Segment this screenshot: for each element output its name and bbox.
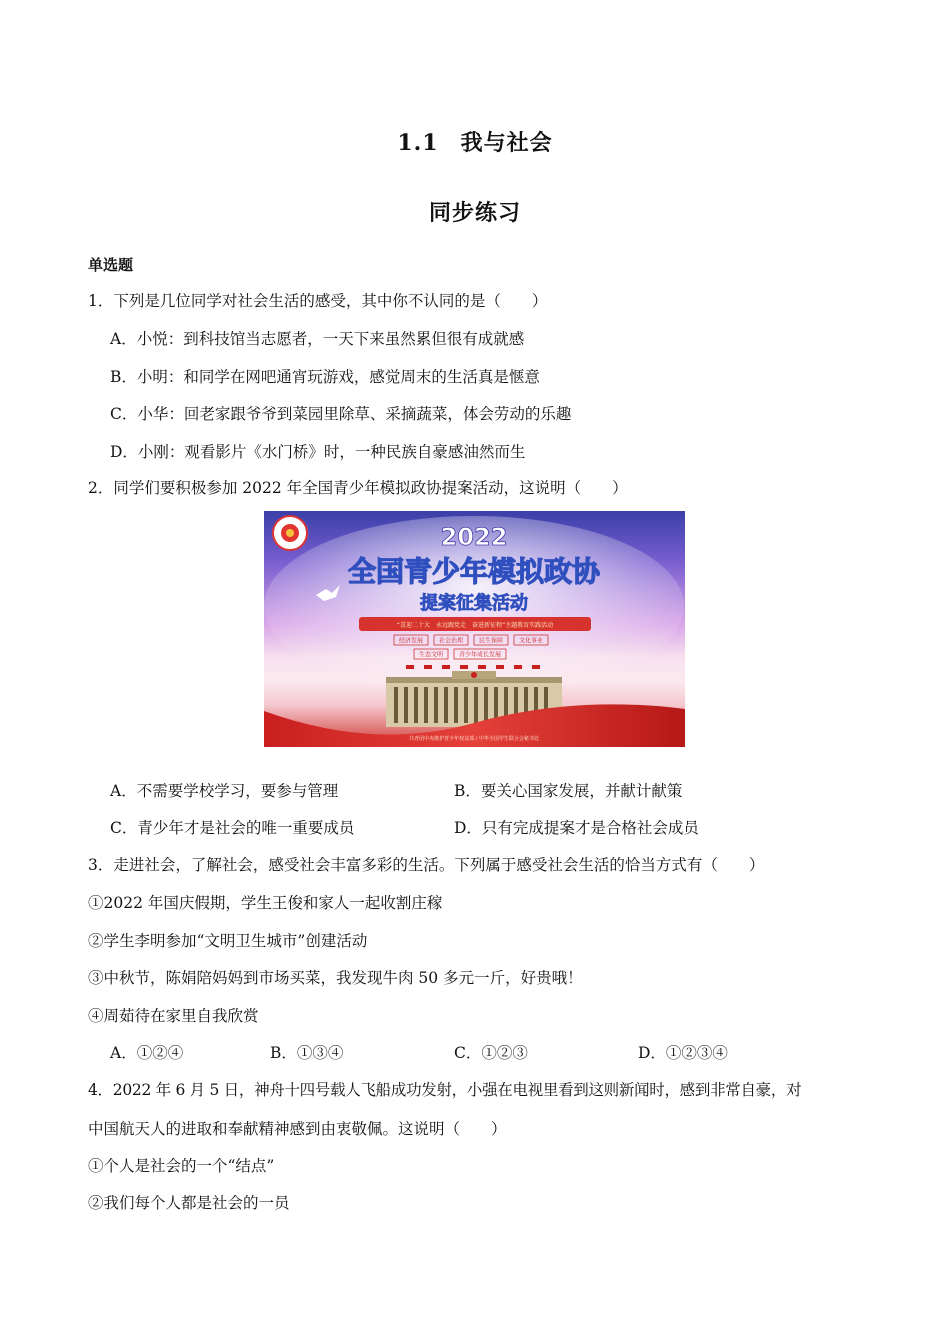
question-4-item-1: ①个人是社会的一个“结点” — [88, 1157, 275, 1175]
banner-tag: 经济发展 — [398, 637, 424, 645]
banner-tag: 社会治理 — [438, 637, 464, 645]
banner-tag: 生态文明 — [418, 651, 444, 659]
question-3-option-a: A．①②④ — [110, 1044, 184, 1062]
question-3-option-b: B．①③④ — [270, 1044, 344, 1062]
question-1-option-d: D．小刚：观看影片《水门桥》时，一种民族自豪感油然而生 — [110, 443, 526, 461]
event-banner-image — [264, 511, 685, 747]
banner-tag: 文化事业 — [518, 637, 544, 645]
question-3-option-d: D．①②③④ — [638, 1044, 728, 1062]
title-number: 1.1 — [397, 130, 439, 156]
question-2-option-d: D．只有完成提案才是合格社会成员 — [454, 819, 699, 837]
question-1-stem: 1．下列是几位同学对社会生活的感受，其中你不认同的是（ ） — [88, 292, 548, 310]
page-subtitle: 同步练习 — [428, 200, 521, 226]
question-4-item-2: ②我们每个人都是社会的一员 — [88, 1194, 290, 1212]
question-3-stem: 3．走进社会，了解社会，感受社会丰富多彩的生活。下列属于感受社会生活的恰当方式有（ ） — [88, 856, 765, 874]
banner-headline: 全国青少年模拟政协 — [347, 555, 601, 588]
banner-subheadline: 提案征集活动 — [420, 593, 528, 614]
banner-footer: 共青团中央维护青少年权益部 / 中华全国学生联合会秘书处 — [409, 736, 539, 742]
question-4-stem-line-1: 4．2022 年 6 月 5 日，神舟十四号载人飞船成功发射，小强在电视里看到这则新闻时，感到非常自豪，对 — [88, 1081, 802, 1099]
question-2-option-c: C．青少年才是社会的唯一重要成员 — [110, 819, 355, 837]
banner-graphic — [264, 511, 685, 747]
page-title — [0, 126, 950, 157]
question-1-option-a: A．小悦：到科技馆当志愿者，一天下来虽然累但很有成就感 — [110, 330, 525, 348]
section-heading: 单选题 — [88, 256, 134, 274]
question-3-item-2: ②学生李明参加“文明卫生城市”创建活动 — [88, 932, 368, 950]
banner-tag: 民生保障 — [478, 637, 504, 645]
question-2-stem: 2．同学们要积极参加 2022 年全国青少年模拟政协提案活动，这说明（ ） — [88, 479, 628, 497]
question-3-item-4: ④周茹待在家里自我欣赏 — [88, 1007, 259, 1025]
banner-slogan: “喜迎二十大 永远跟党走 奋进新征程”主题教育实践活动 — [396, 622, 554, 629]
question-3-item-3: ③中秋节，陈娟陪妈妈到市场买菜，我发现牛肉 50 多元一斤，好贵哦！ — [88, 969, 583, 987]
question-1-option-b: B．小明：和同学在网吧通宵玩游戏，感觉周末的生活真是惬意 — [110, 368, 540, 386]
banner-year: 2022 — [440, 523, 508, 551]
question-4-stem-line-2: 中国航天人的进取和奉献精神感到由衷敬佩。这说明（ ） — [88, 1120, 507, 1138]
question-3-option-c: C．①②③ — [454, 1044, 528, 1062]
question-1-option-c: C．小华：回老家跟爷爷到菜园里除草、采摘蔬菜，体会劳动的乐趣 — [110, 405, 572, 423]
banner-tag: 青少年成长发展 — [458, 651, 502, 659]
question-3-item-1: ①2022 年国庆假期，学生王俊和家人一起收割庄稼 — [88, 894, 443, 912]
question-2-option-a: A．不需要学校学习，要参与管理 — [110, 782, 339, 800]
question-2-option-b: B．要关心国家发展，并献计献策 — [454, 782, 683, 800]
title-text: 我与社会 — [460, 130, 553, 156]
